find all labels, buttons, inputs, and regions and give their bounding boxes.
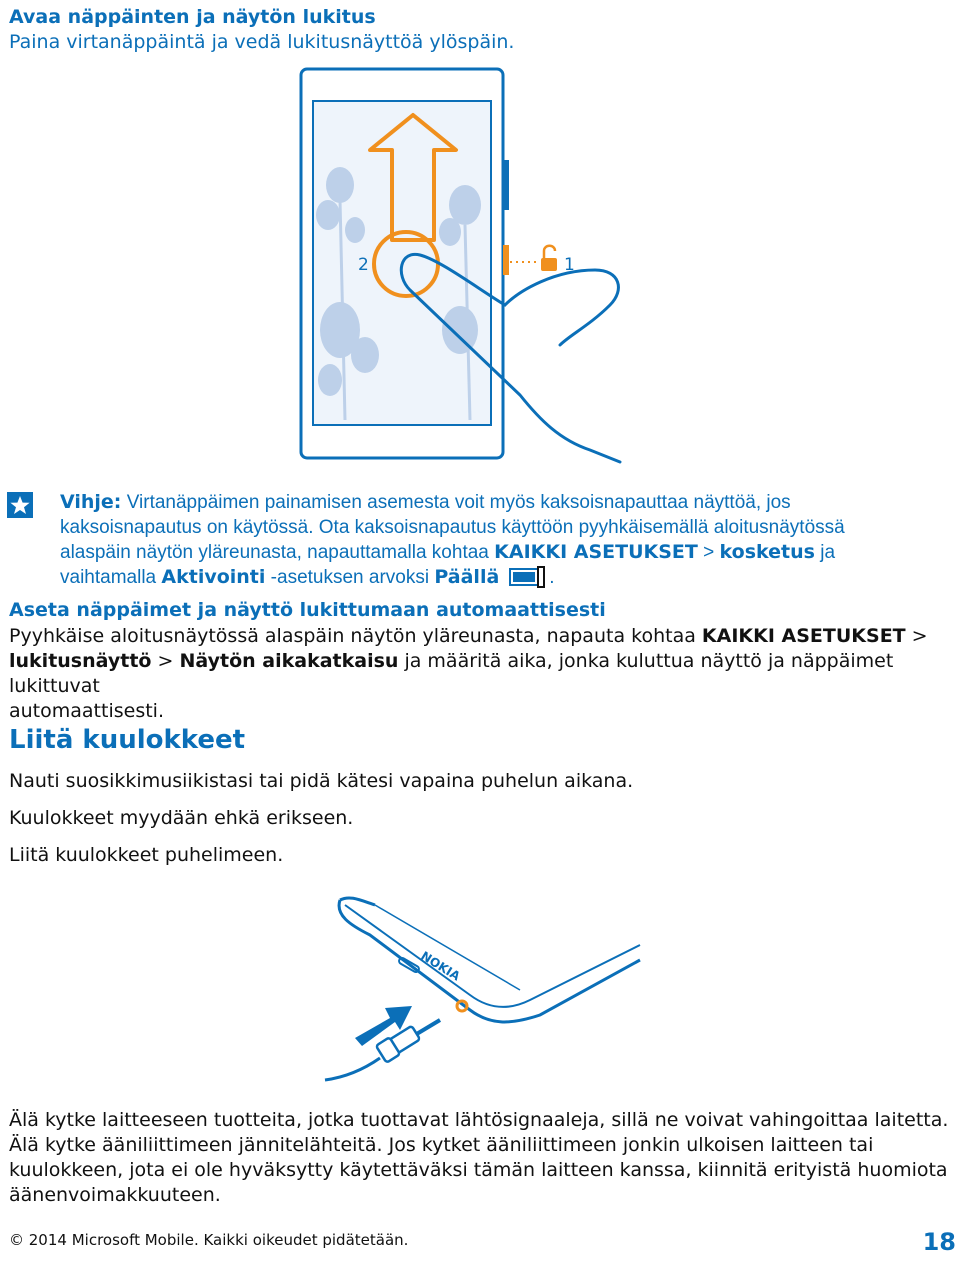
step-label-2: 2: [358, 255, 369, 275]
autolock-line-2a: lukitusnäyttö: [9, 650, 152, 672]
tip-prefix: Vihje:: [60, 491, 122, 513]
autolock-line-3: automaattisesti.: [9, 700, 164, 722]
warning-line-1: Älä kytke laitteeseen tuotteita, jotka tuottavat lähtösignaaleja, sillä ne voivat vahingoittaa laitetta.: [9, 1109, 949, 1131]
page-number: 18: [922, 1228, 956, 1256]
section-heading-autolock: Aseta näppäimet ja näyttö lukittumaan automaattisesti: [9, 599, 606, 621]
phone-bottom-outline: [339, 900, 640, 1022]
autolock-line-1a: Pyyhkäise aloitusnäytössä alaspäin näytön yläreunasta, napauta kohtaa: [9, 625, 702, 647]
tip-line-3a: alaspäin näytön yläreunasta, napauttamalla kohtaa: [60, 542, 495, 563]
warning-line-3: kuulokkeen, jota ei ole hyväksytty käytettäväksi tämän laitteen kanssa, kiinnitä erityistä huomiota: [9, 1159, 948, 1181]
tip-line-3b: KAIKKI ASETUKSET: [494, 541, 698, 563]
step-label-1: 1: [564, 255, 575, 275]
tip-line-2: kaksoisnapautus on käytössä. Ota kaksoisnapautus käyttöön pyyhkäisemällä aloitusnäytössä: [60, 517, 845, 538]
tip-line-4d: Päällä: [434, 566, 500, 588]
tip-line-3c: >: [697, 542, 720, 563]
autolock-line-2b: >: [151, 650, 180, 672]
headphone-cable: [325, 1058, 380, 1080]
section-heading-headphones: Liitä kuulokkeet: [9, 725, 246, 755]
phone-bottom-inner: [345, 905, 640, 1007]
headphone-jack-port: [457, 1001, 467, 1011]
tip-line-4e: .: [549, 567, 555, 588]
autolock-line-2d: ja määritä aika, jonka kuluttua näyttö ja näppäimet lukittuvat: [9, 650, 894, 697]
headphones-paragraph-1: Nauti suosikkimusiikistasi tai pidä kätesi vapaina puhelun aikana.: [9, 770, 634, 792]
tip-line-3d: kosketus: [719, 541, 815, 563]
tip-line-1-text: Virtanäppäimen painamisen asemesta voit myös kaksoisnapauttaa näyttöä, jos: [121, 492, 791, 513]
section-text-unlock: Paina virtanäppäintä ja vedä lukitusnäyttöä ylöspäin.: [9, 31, 515, 53]
warning-block: [9, 1108, 954, 1208]
tip-line-4a: vaihtamalla: [60, 567, 162, 588]
autolock-line-1c: >: [905, 625, 928, 647]
autolock-line-1b: KAIKKI ASETUKSET: [701, 625, 906, 647]
tip-line-3e: ja: [814, 542, 836, 563]
nokia-logo: NOKIA: [418, 948, 463, 984]
autolock-line-2c: Näytön aikakatkaisu: [179, 650, 399, 672]
section-heading-unlock: Avaa näppäinten ja näytön lukitus: [9, 6, 376, 28]
tip-line-4b: Aktivointi: [161, 566, 266, 588]
tip-line-4c: -asetuksen arvoksi: [265, 567, 435, 588]
headphones-paragraph-3: Liitä kuulokkeet puhelimeen.: [9, 844, 284, 866]
warning-line-4: äänenvoimakkuuteen.: [9, 1184, 221, 1206]
headphones-paragraph-2: Kuulokkeet myydään ehkä erikseen.: [9, 807, 354, 829]
copyright-text: © 2014 Microsoft Mobile. Kaikki oikeudet pidätetään.: [9, 1231, 409, 1249]
warning-line-2: Älä kytke ääniliittimeen jännitelähteitä. Jos kytket ääniliittimeen jonkin ulkoisen laitteen tai: [9, 1134, 874, 1156]
